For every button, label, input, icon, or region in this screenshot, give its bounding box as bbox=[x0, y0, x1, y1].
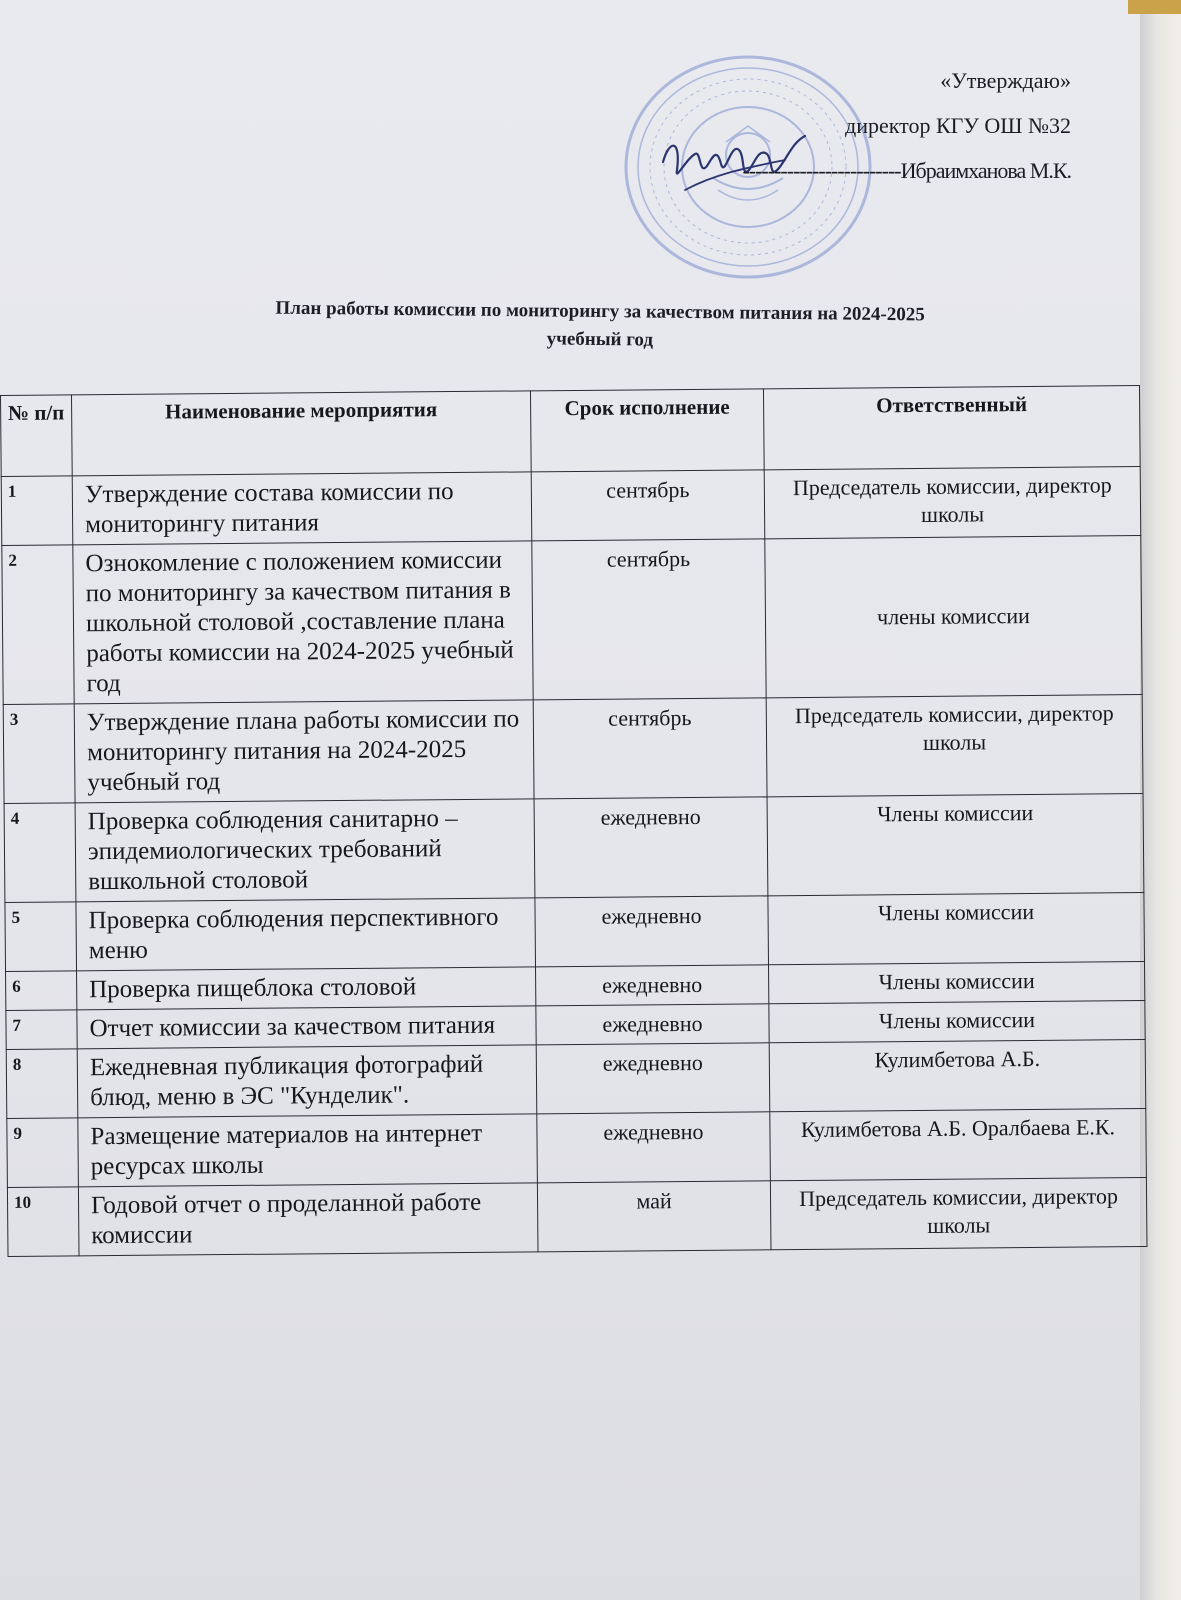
table-row bbox=[5, 893, 1145, 972]
row-resp: Члены комиссии bbox=[767, 794, 1144, 896]
table-row bbox=[7, 1178, 1147, 1257]
table-row bbox=[2, 536, 1142, 705]
row-term: сентябрь bbox=[533, 698, 767, 799]
row-name: Утверждение состава комиссии по мониторингу питания bbox=[72, 472, 532, 545]
row-term: ежедневно bbox=[535, 896, 769, 967]
row-resp: Кулимбетова А.Б. bbox=[769, 1040, 1146, 1112]
row-name: Размещение материалов на интернет ресурсах школы bbox=[78, 1114, 538, 1187]
row-num: 4 bbox=[4, 803, 76, 903]
folder-tab bbox=[1128, 0, 1181, 14]
row-term: ежедневно bbox=[536, 1043, 770, 1114]
row-resp: Члены комиссии bbox=[769, 962, 1145, 1004]
row-name: Ежедневная публикация фотографий блюд, меню в ЭС "Кунделик". bbox=[77, 1045, 537, 1118]
table-row bbox=[6, 1040, 1146, 1119]
row-name: Отчет комиссии за качеством питания bbox=[77, 1006, 536, 1049]
row-name: Проверка пищеблока столовой bbox=[77, 967, 536, 1010]
row-term: ежедневно bbox=[534, 797, 768, 898]
approval-title: «Утверждаю» bbox=[940, 68, 1071, 93]
title-line-1: План работы комиссии по мониторингу за качеством питания на 2024-2025 bbox=[275, 297, 925, 326]
row-num: 3 bbox=[3, 704, 75, 804]
header-num: № п/п bbox=[1, 395, 73, 477]
row-name: Ознокомление с положением комиссии по мониторингу за качеством питания в школьной столовой ,составление плана работы комиссии на 2024-2025 учебный год bbox=[73, 541, 533, 704]
table-row bbox=[1, 467, 1141, 546]
title-line-2: учебный год bbox=[546, 328, 654, 351]
row-num: 5 bbox=[5, 902, 77, 972]
desk-edge bbox=[1140, 0, 1181, 1600]
table-row bbox=[4, 794, 1144, 903]
header-name: Наименование мероприятия bbox=[72, 391, 532, 476]
approval-position: директор КГУ ОШ №32 bbox=[845, 113, 1071, 138]
row-term: ежедневно bbox=[537, 1112, 771, 1183]
row-resp: Председатель комиссии, директор школы bbox=[770, 1178, 1147, 1250]
row-resp: члены комиссии bbox=[765, 536, 1142, 698]
row-name: Проверка соблюдения перспективного меню bbox=[76, 898, 536, 971]
row-term: ежедневно bbox=[536, 965, 769, 1006]
row-term: сентябрь bbox=[532, 539, 766, 700]
document-title bbox=[120, 293, 1081, 359]
row-num: 7 bbox=[6, 1010, 77, 1050]
header-term: Срок исполнение bbox=[530, 389, 764, 472]
row-resp: Члены комиссии bbox=[768, 893, 1145, 965]
row-name: Годовой отчет о проделанной работе комиссии bbox=[78, 1183, 538, 1256]
row-num: 9 bbox=[7, 1118, 79, 1188]
row-num: 2 bbox=[2, 545, 74, 705]
plan-table bbox=[0, 385, 1147, 1257]
row-resp: Кулимбетова А.Б. Оралбаева Е.К. bbox=[770, 1109, 1147, 1181]
row-num: 8 bbox=[6, 1049, 78, 1119]
header-resp: Ответственный bbox=[763, 386, 1140, 470]
row-resp: Председатель комиссии, директор школы bbox=[766, 695, 1143, 797]
approval-block bbox=[742, 58, 1071, 193]
table-row bbox=[3, 695, 1143, 804]
row-name: Проверка соблюдения санитарно –эпидемиологических требований вшкольной столовой bbox=[75, 799, 535, 902]
row-resp: Члены комиссии bbox=[769, 1001, 1145, 1043]
approval-signature-line: -------------------------Ибраимханова М.К. bbox=[742, 158, 1071, 183]
row-term: сентябрь bbox=[531, 470, 765, 541]
table-row bbox=[7, 1109, 1147, 1188]
row-name: Утверждение плана работы комиссии по мониторингу питания на 2024-2025 учебный год bbox=[74, 700, 534, 803]
row-term: ежедневно bbox=[536, 1004, 769, 1045]
table-header-row bbox=[1, 386, 1141, 477]
row-num: 6 bbox=[6, 971, 77, 1011]
row-num: 1 bbox=[1, 476, 73, 546]
row-num: 10 bbox=[7, 1187, 79, 1257]
row-term: май bbox=[537, 1181, 771, 1252]
row-resp: Председатель комиссии, директор школы bbox=[764, 467, 1141, 539]
